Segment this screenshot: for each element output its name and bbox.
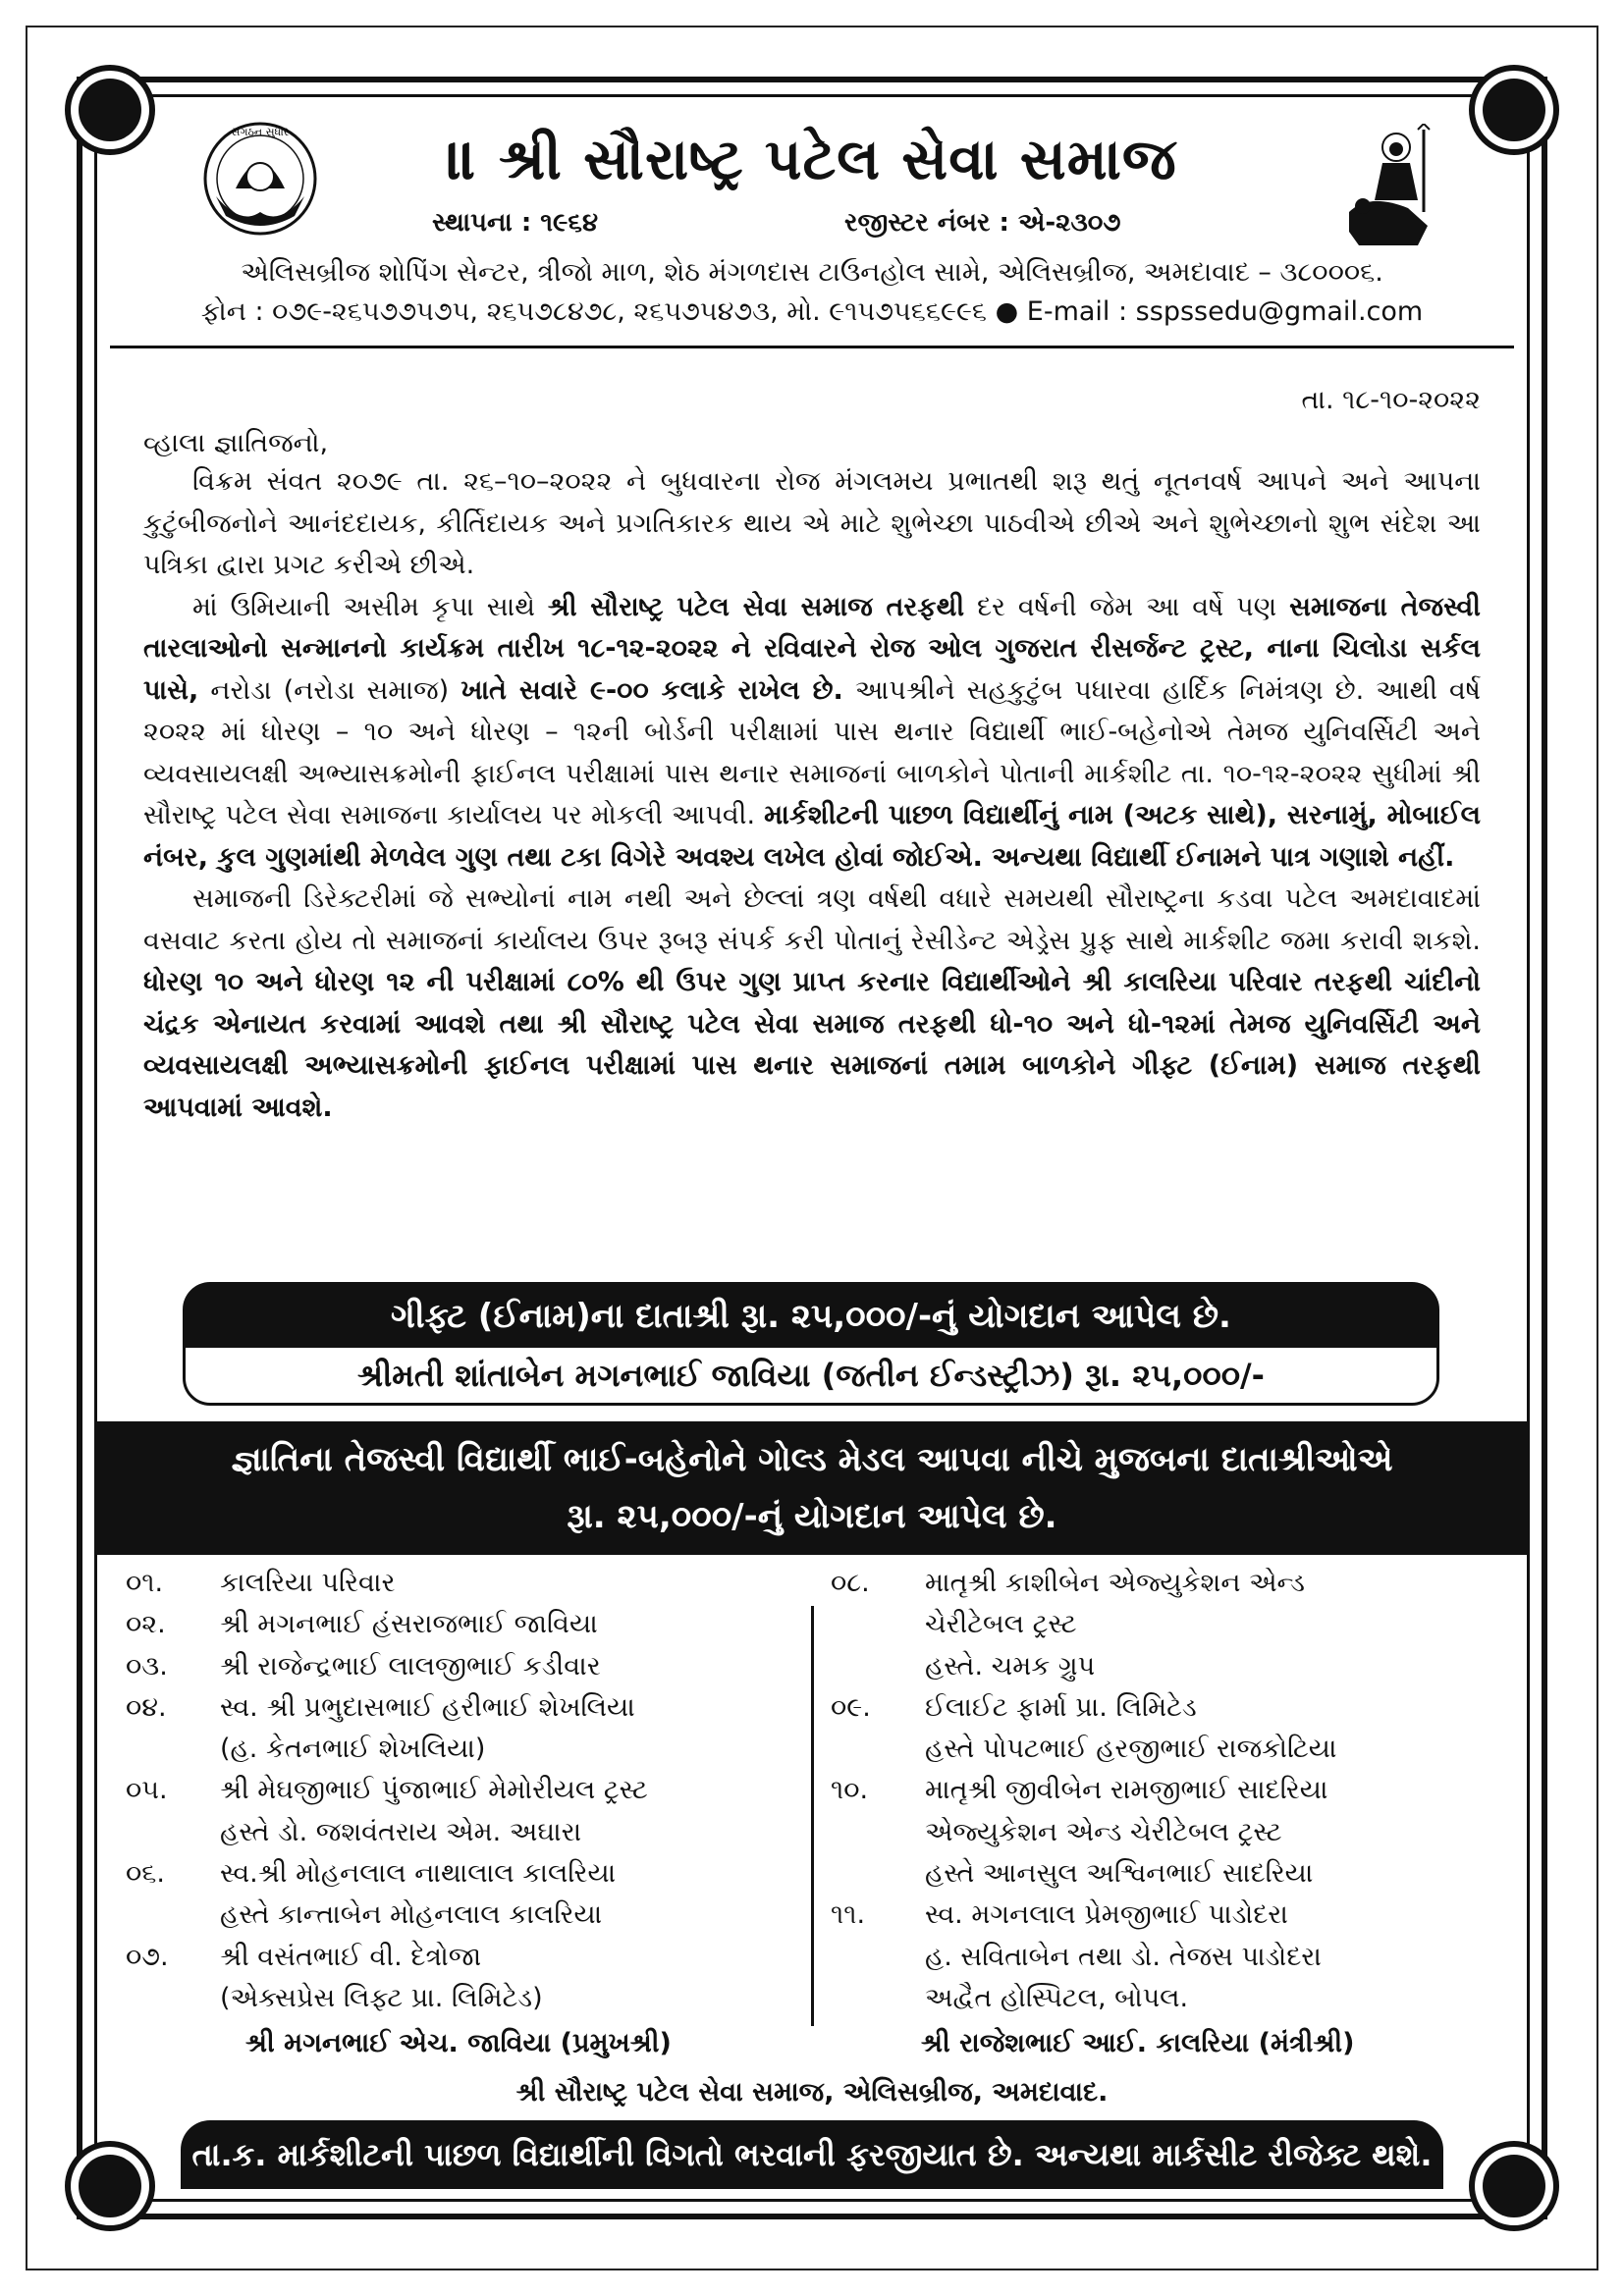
donor-row — [126, 1937, 793, 1978]
donor-number: ૦૫. — [126, 1775, 168, 1806]
donor-row — [126, 1770, 793, 1811]
donor-number — [831, 1937, 925, 1978]
donor-row — [831, 1937, 1498, 1978]
svg-text:સંગઠન સુધાર: સંગઠન સુધાર — [231, 126, 290, 138]
donor-name: શ્રી મગનભાઈ હંસરાજભાઈ જાવિયા — [220, 1609, 598, 1640]
donor-row — [126, 1687, 793, 1729]
donor-number — [831, 1812, 925, 1853]
paragraph-3 — [143, 879, 1481, 1129]
donor-number — [126, 1729, 220, 1770]
donor-list-left — [126, 1563, 793, 2019]
donor-number — [831, 1978, 925, 2019]
donor-name: અદ્વૈત હોસ્પિટલ, બોપલ. — [925, 1982, 1189, 2013]
donor-name: હસ્તે પોપટભાઈ હરજીભાઈ રાજકોટિયા — [925, 1734, 1337, 1765]
p2-text-g: આપશ્રીને સહકુટુંબ પધારવા હાર્દિક નિમંત્રણ છે. આથી વર્ષ ૨૦૨૨ માં ધોરણ – ૧૦ અને ધોરણ – ૧૨ની બોર્ડની પરીક્ષામાં પાસ થનાર વિદ્યાર્થી ભાઈ-બહેનોએ તેમજ યુનિવર્સિટી અને વ્યવસાયલક્ષી અભ્યાસક્રમોની ફાઈનલ પરીક્ષામાં પાસ થનાર સમાજનાં બાળકોને પોતાની માર્કશીટ તા. ૧૦-૧૨-૨૦૨૨ સુધીમાં શ્રી સૌરાષ્ટ્ર પટેલ સેવા સમાજના કાર્યાલય પર મોકલી આપવી. — [143, 674, 1481, 830]
letter-date: તા. ૧૮-૧૦-૨૦૨૨ — [1301, 385, 1481, 415]
donor-number — [831, 1646, 925, 1687]
donor-row — [126, 1563, 793, 1604]
donor-name: સ્વ.શ્રી મોહનલાલ નાથાલાલ કાલરિયા — [220, 1858, 617, 1890]
donor-row — [831, 1853, 1498, 1895]
donor-number — [126, 1895, 220, 1936]
donor-name: સ્વ. મગનલાલ પ્રેમજીભાઈ પાડોદરા — [925, 1899, 1288, 1931]
donor-row — [126, 1812, 793, 1853]
donor-row — [831, 1646, 1498, 1687]
donor-name: (એક્સપ્રેસ લિફ્ટ પ્રા. લિમિટેડ) — [220, 1982, 543, 2013]
banner-line-1: જ્ઞાતિના તેજસ્વી વિદ્યાર્થી ભાઈ-બહેનોને ગોલ્ડ મેડલ આપવા નીચે મુજબના દાતાશ્રીઓએ — [231, 1440, 1393, 1479]
donor-row — [831, 1729, 1498, 1770]
donor-list-right — [831, 1563, 1498, 2019]
corner-circle-bottom-right — [1483, 2155, 1545, 2217]
p3-text-a: સમાજની ડિરેક્ટરીમાં જે સભ્યોનાં નામ નથી અને છેલ્લાં ત્રણ વર્ષથી વધારે સમયથી સૌરાષ્ટ્રના કડવા પટેલ અમદાવાદમાં વસવાટ કરતા હોય તો સમાજનાં કાર્યાલય ઉપર રૂબરૂ સંપર્ક કરી પોતાનું રેસીડેન્ટ એડ્રેસ પ્રુફ સાથે માર્કશીટ જમા કરાવી શકશે. — [143, 883, 1481, 956]
donor-number: ૦૬. — [126, 1858, 165, 1890]
donor-number — [831, 1604, 925, 1645]
donor-name: ઈલાઈટ ફાર્મા પ્રા. લિમિટેડ — [925, 1691, 1197, 1723]
donor-number: ૦૨. — [126, 1609, 166, 1640]
page-title: ॥ શ્રી સૌરાષ્ટ્ર પટેલ સેવા સમાજ — [447, 126, 1177, 192]
p2-marksheet-note: માર્કશીટની પાછળ વિદ્યાર્થીનું નામ (અટક સાથે), સરનામું, મોબાઈલ નંબર, કુલ ગુણમાંથી મેળવેલ ગુણ તથા ટકા વિગેરે અવશ્ય લખેલ હોવાં જોઈએ. અન્યથા વિદ્યાર્થી ઈનામને પાત્ર ગણાશે નહીં. — [143, 800, 1481, 873]
header-divider — [110, 346, 1514, 348]
donor-name: હસ્તે કાન્તાબેન મોહનલાલ કાલરિયા — [220, 1899, 603, 1931]
donor-name: ચેરીટેબલ ટ્રસ્ટ — [925, 1609, 1077, 1640]
donor-row — [126, 1895, 793, 1936]
footer-note: તા.ક. માર્કશીટની પાછળ વિદ્યાર્થીની વિગતો ભરવાની ફરજીયાત છે. અન્યથા માર્કસીટ રીજેક્ટ થશે. — [181, 2120, 1443, 2189]
donor-number: ૦૯. — [831, 1691, 871, 1723]
donor-row — [126, 1978, 793, 2019]
p2-text-a: માં ઉમિયાની અસીમ કૃપા સાથે — [192, 591, 535, 622]
donor-row — [831, 1895, 1498, 1936]
p2-time: ખાતે સવારે ૯-૦૦ કલાકે રાખેલ છે. — [460, 674, 843, 706]
donor-number — [831, 1853, 925, 1895]
donor-row — [126, 1729, 793, 1770]
president-signature: શ્રી મગનભાઈ એચ. જાવિયા (પ્રમુખશ્રી) — [245, 2028, 672, 2058]
gold-medal-banner — [97, 1421, 1527, 1555]
donor-name: માતૃશ્રી જીવીબેન રામજીભાઈ સાદરિયા — [925, 1775, 1328, 1806]
donor-name: શ્રી રાજેન્દ્રભાઈ લાલજીભાઈ કડીવાર — [220, 1650, 601, 1682]
p2-text-e: નરોડા (નરોડા સમાજ) — [210, 674, 450, 706]
donor-name: હસ્તે ડો. જશવંતરાય એમ. અઘારા — [220, 1816, 582, 1847]
donor-number: ૦૮. — [831, 1568, 870, 1598]
donor-name: કાલરિયા પરિવાર — [220, 1568, 396, 1598]
donor-name: (હ. કેતનભાઈ શેખલિયા) — [220, 1734, 486, 1765]
p2-event-details: સમાજના તેજસ્વી તારલાઓનો સન્માનનો કાર્યક્રમ તારીખ ૧૮-૧૨-૨૦૨૨ ને રવિવારને રોજ ઓલ ગુજરાત રીસર્જન્ટ ટ્રસ્ટ, નાના ચિલોડા સર્કલ પાસે, — [143, 591, 1481, 706]
donor-row — [831, 1770, 1498, 1811]
p2-text-c: દર વર્ષની જેમ આ વર્ષે પણ — [976, 591, 1277, 622]
donor-name: માતૃશ્રી કાશીબેન એજ્યુકેશન એન્ડ — [925, 1568, 1305, 1598]
donor-row — [126, 1853, 793, 1895]
donor-row — [831, 1687, 1498, 1729]
donor-number: ૧૧. — [831, 1899, 866, 1931]
greeting: વ્હાલા જ્ઞાતિજનો, — [143, 428, 329, 458]
donor-number: ૦૧. — [126, 1568, 164, 1598]
letter-body — [143, 461, 1481, 1129]
gift-donor-box — [183, 1282, 1439, 1410]
donor-number — [126, 1978, 220, 2019]
donor-name: હસ્તે. ચમક ગ્રુપ — [925, 1650, 1096, 1682]
banner-line-2: રૂા. ૨૫,૦૦૦/-નું યોગદાન આપેલ છે. — [567, 1497, 1057, 1536]
paragraph-1: વિક્રમ સંવત ૨૦૭૯ તા. ૨૬–૧૦–૨૦૨૨ ને બુધવારના રોજ મંગલમય પ્રભાતથી શરૂ થતું નૂતનવર્ષ આપને અને આપના કુટુંબીજનોને આનંદદાયક, કીર્તિદાયક અને પ્રગતિકારક થાય એ માટે શુભેચ્છા પાઠવીએ છીએ અને શુભેચ્છાનો શુભ સંદેશ આ પત્રિકા દ્વારા પ્રગટ કરીએ છીએ. — [143, 466, 1481, 580]
footer-organization: શ્રી સૌરાષ્ટ્ર પટેલ સેવા સમાજ, એલિસબ્રીજ, અમદાવાદ. — [515, 2077, 1109, 2108]
register-number: રજીસ્ટર નંબર : એ-૨૩૦૭ — [844, 208, 1121, 238]
donor-row — [126, 1646, 793, 1687]
donor-number: ૦૩. — [126, 1650, 168, 1682]
gift-heading: ગીફ્ટ (ઈનામ)ના દાતાશ્રી રૂા. ૨૫,૦૦૦/-નું યોગદાન આપેલ છે. — [183, 1282, 1439, 1351]
donor-column-divider — [811, 1606, 814, 2026]
donor-name: એજ્યુકેશન એન્ડ ચેરીટેબલ ટ્રસ્ટ — [925, 1816, 1282, 1847]
donor-row — [831, 1563, 1498, 1604]
contact-line: ફોન : ૦૭૯-૨૬૫૭૭૫૭૫, ૨૬૫૭૮૪૭૮, ૨૬૫૭૫૪૭૩, મો. ૯૧૫૭૫૬૬૯૯૬ ● E-mail : sspssedu@gmail.com — [200, 296, 1424, 327]
donor-row — [831, 1812, 1498, 1853]
donor-name: શ્રી વસંતભાઈ વી. દેત્રોજા — [220, 1941, 482, 1972]
donor-number: ૧૦. — [831, 1775, 869, 1806]
donor-row — [831, 1978, 1498, 2019]
donor-row — [831, 1604, 1498, 1645]
donor-number: ૦૪. — [126, 1691, 167, 1723]
donor-number — [126, 1812, 220, 1853]
donor-number — [831, 1729, 925, 1770]
p3-award-details: ધોરણ ૧૦ અને ધોરણ ૧૨ ની પરીક્ષામાં ૮૦% થી ઉપર ગુણ પ્રાપ્ત કરનાર વિદ્યાર્થીઓને શ્રી કાલરિયા પરિવાર તરફથી ચાંદીનો ચંદ્રક એનાયત કરવામાં આવશે તથા શ્રી સૌરાષ્ટ્ર પટેલ સેવા સમાજ તરફથી ધો-૧૦ અને ધો-૧૨માં તેમજ યુનિવર્સિટી અને વ્યવસાયલક્ષી અભ્યાસક્રમોની ફાઈનલ પરીક્ષામાં પાસ થનાર સમાજનાં તમામ બાળકોને ગીફ્ટ (ઈનામ) સમાજ તરફથી આપવામાં આવશે. — [143, 967, 1481, 1123]
p2-org-name: શ્રી સૌરાષ્ટ્ર પટેલ સેવા સમાજ તરફથી — [547, 591, 965, 622]
address: એલિસબ્રીજ શોપિંગ સેન્ટર, ત્રીજો માળ, શેઠ મંગળદાસ ટાઉનહોલ સામે, એલિસબ્રીજ, અમદાવાદ – ૩૮૦૦૦૬. — [241, 257, 1383, 288]
paragraph-2 — [143, 587, 1481, 880]
donor-name: શ્રી મેઘજીભાઈ પુંજાભાઈ મેમોરીયલ ટ્રસ્ટ — [220, 1775, 648, 1806]
gift-donor-name: શ્રીમતી શાંતાબેન મગનભાઈ જાવિયા (જતીન ઈન્ડસ્ટ્રીઝ) રૂા. ૨૫,૦૦૦/- — [183, 1345, 1439, 1406]
donor-name: હસ્તે આનસુલ અશ્વિનભાઈ સાદરિયા — [925, 1858, 1314, 1890]
donor-name: સ્વ. શ્રી પ્રભુદાસભાઈ હરીભાઈ શેખલિયા — [220, 1691, 635, 1723]
donor-row — [126, 1604, 793, 1645]
secretary-signature: શ્રી રાજેશભાઈ આઈ. કાલરિયા (મંત્રીશ્રી) — [921, 2028, 1355, 2058]
donor-number: ૦૭. — [126, 1941, 169, 1972]
established-year: સ્થાપના : ૧૯૬૪ — [432, 208, 599, 238]
donor-name: હ. સવિતાબેન તથા ડો. તેજસ પાડોદરા — [925, 1941, 1322, 1972]
corner-circle-bottom-left — [79, 2155, 141, 2217]
